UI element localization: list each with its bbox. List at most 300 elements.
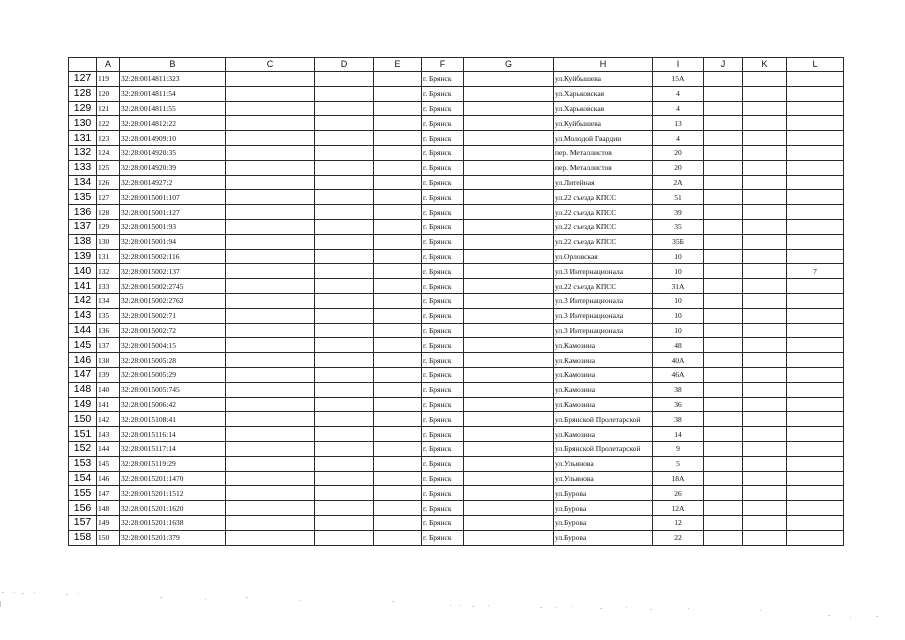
cell-f[interactable]: г. Брянск [422, 530, 464, 545]
cell-d[interactable] [315, 101, 374, 116]
cell-h[interactable]: ул.Харьковская [554, 86, 653, 101]
cell-l[interactable] [787, 427, 844, 442]
cell-f[interactable]: г. Брянск [422, 323, 464, 338]
cell-i[interactable]: 14 [653, 427, 704, 442]
cell-d[interactable] [315, 160, 374, 175]
cell-b[interactable]: 32:28:0015006:42 [120, 397, 226, 412]
cell-f[interactable]: г. Брянск [422, 160, 464, 175]
cell-d[interactable] [315, 412, 374, 427]
column-header-d[interactable]: D [315, 58, 374, 72]
cell-e[interactable] [374, 456, 422, 471]
cell-j[interactable] [704, 101, 743, 116]
cell-a[interactable]: 126 [97, 175, 120, 190]
cell-i[interactable]: 26 [653, 486, 704, 501]
cell-l[interactable] [787, 456, 844, 471]
cell-i[interactable]: 48 [653, 338, 704, 353]
cell-e[interactable] [374, 86, 422, 101]
cell-j[interactable] [704, 353, 743, 368]
cell-i[interactable]: 20 [653, 160, 704, 175]
cell-d[interactable] [315, 501, 374, 516]
cell-l[interactable] [787, 471, 844, 486]
cell-g[interactable] [464, 456, 554, 471]
cell-g[interactable] [464, 308, 554, 323]
cell-k[interactable] [743, 160, 787, 175]
column-header-k[interactable]: K [743, 58, 787, 72]
cell-i[interactable]: 9 [653, 441, 704, 456]
cell-g[interactable] [464, 412, 554, 427]
cell-g[interactable] [464, 175, 554, 190]
cell-g[interactable] [464, 131, 554, 146]
cell-e[interactable] [374, 101, 422, 116]
cell-f[interactable]: г. Брянск [422, 72, 464, 87]
cell-l[interactable] [787, 131, 844, 146]
cell-f[interactable]: г. Брянск [422, 338, 464, 353]
row-header[interactable]: 145 [69, 338, 97, 353]
cell-h[interactable]: ул.3 Интернационала [554, 293, 653, 308]
cell-c[interactable] [226, 264, 315, 279]
cell-g[interactable] [464, 367, 554, 382]
cell-c[interactable] [226, 382, 315, 397]
cell-b[interactable]: 32:28:0015005:745 [120, 382, 226, 397]
cell-d[interactable] [315, 515, 374, 530]
cell-a[interactable]: 145 [97, 456, 120, 471]
cell-l[interactable] [787, 486, 844, 501]
cell-c[interactable] [226, 501, 315, 516]
cell-c[interactable] [226, 308, 315, 323]
cell-a[interactable]: 144 [97, 441, 120, 456]
row-header[interactable]: 128 [69, 86, 97, 101]
cell-g[interactable] [464, 530, 554, 545]
cell-c[interactable] [226, 338, 315, 353]
cell-f[interactable]: г. Брянск [422, 501, 464, 516]
cell-f[interactable]: г. Брянск [422, 219, 464, 234]
column-header-a[interactable]: A [97, 58, 120, 72]
cell-k[interactable] [743, 293, 787, 308]
cell-a[interactable]: 147 [97, 486, 120, 501]
cell-j[interactable] [704, 205, 743, 220]
cell-l[interactable] [787, 160, 844, 175]
cell-k[interactable] [743, 515, 787, 530]
cell-c[interactable] [226, 353, 315, 368]
cell-e[interactable] [374, 397, 422, 412]
cell-l[interactable] [787, 338, 844, 353]
cell-e[interactable] [374, 205, 422, 220]
cell-h[interactable]: ул.Камозина [554, 382, 653, 397]
cell-i[interactable]: 22 [653, 530, 704, 545]
cell-l[interactable] [787, 382, 844, 397]
row-header[interactable]: 144 [69, 323, 97, 338]
cell-i[interactable]: 13 [653, 116, 704, 131]
cell-f[interactable]: г. Брянск [422, 249, 464, 264]
cell-a[interactable]: 139 [97, 367, 120, 382]
cell-k[interactable] [743, 145, 787, 160]
cell-c[interactable] [226, 279, 315, 294]
cell-d[interactable] [315, 190, 374, 205]
cell-e[interactable] [374, 427, 422, 442]
cell-d[interactable] [315, 293, 374, 308]
cell-h[interactable]: ул.Камозина [554, 338, 653, 353]
cell-k[interactable] [743, 175, 787, 190]
cell-b[interactable]: 32:28:0015005:28 [120, 353, 226, 368]
cell-g[interactable] [464, 72, 554, 87]
cell-j[interactable] [704, 456, 743, 471]
cell-a[interactable]: 149 [97, 515, 120, 530]
cell-g[interactable] [464, 264, 554, 279]
cell-c[interactable] [226, 249, 315, 264]
cell-h[interactable]: ул.Ульянова [554, 471, 653, 486]
cell-a[interactable]: 134 [97, 293, 120, 308]
cell-c[interactable] [226, 86, 315, 101]
cell-d[interactable] [315, 486, 374, 501]
cell-h[interactable]: ул.Ульянова [554, 456, 653, 471]
cell-b[interactable]: 32:28:0015002:137 [120, 264, 226, 279]
cell-k[interactable] [743, 397, 787, 412]
cell-k[interactable] [743, 190, 787, 205]
cell-e[interactable] [374, 530, 422, 545]
cell-b[interactable]: 32:28:0014811:54 [120, 86, 226, 101]
cell-c[interactable] [226, 205, 315, 220]
row-header[interactable]: 141 [69, 279, 97, 294]
cell-k[interactable] [743, 205, 787, 220]
cell-c[interactable] [226, 323, 315, 338]
cell-l[interactable] [787, 219, 844, 234]
cell-j[interactable] [704, 530, 743, 545]
cell-f[interactable]: г. Брянск [422, 397, 464, 412]
cell-a[interactable]: 125 [97, 160, 120, 175]
cell-k[interactable] [743, 412, 787, 427]
cell-b[interactable]: 32:28:0015002:2745 [120, 279, 226, 294]
cell-c[interactable] [226, 219, 315, 234]
row-header[interactable]: 143 [69, 308, 97, 323]
cell-d[interactable] [315, 175, 374, 190]
cell-d[interactable] [315, 205, 374, 220]
row-header[interactable]: 156 [69, 501, 97, 516]
row-header[interactable]: 147 [69, 367, 97, 382]
cell-h[interactable]: ул.Бурова [554, 501, 653, 516]
cell-d[interactable] [315, 234, 374, 249]
row-header[interactable]: 148 [69, 382, 97, 397]
cell-k[interactable] [743, 131, 787, 146]
cell-j[interactable] [704, 486, 743, 501]
cell-j[interactable] [704, 249, 743, 264]
cell-k[interactable] [743, 353, 787, 368]
cell-e[interactable] [374, 353, 422, 368]
cell-d[interactable] [315, 323, 374, 338]
cell-h[interactable]: ул.3 Интернационала [554, 323, 653, 338]
cell-a[interactable]: 137 [97, 338, 120, 353]
cell-d[interactable] [315, 456, 374, 471]
cell-c[interactable] [226, 515, 315, 530]
cell-h[interactable]: пер. Металлистов [554, 145, 653, 160]
cell-f[interactable]: г. Брянск [422, 86, 464, 101]
cell-h[interactable]: ул.Камозина [554, 427, 653, 442]
cell-f[interactable]: г. Брянск [422, 101, 464, 116]
cell-f[interactable]: г. Брянск [422, 264, 464, 279]
cell-k[interactable] [743, 101, 787, 116]
cell-e[interactable] [374, 338, 422, 353]
cell-a[interactable]: 143 [97, 427, 120, 442]
column-header-l[interactable]: L [787, 58, 844, 72]
cell-c[interactable] [226, 397, 315, 412]
cell-d[interactable] [315, 353, 374, 368]
row-header[interactable]: 139 [69, 249, 97, 264]
cell-d[interactable] [315, 530, 374, 545]
cell-l[interactable] [787, 116, 844, 131]
cell-i[interactable]: 4 [653, 86, 704, 101]
cell-b[interactable]: 32:28:0015117:14 [120, 441, 226, 456]
cell-g[interactable] [464, 441, 554, 456]
cell-a[interactable]: 146 [97, 471, 120, 486]
cell-g[interactable] [464, 471, 554, 486]
cell-j[interactable] [704, 308, 743, 323]
row-header[interactable]: 134 [69, 175, 97, 190]
cell-j[interactable] [704, 501, 743, 516]
row-header[interactable]: 137 [69, 219, 97, 234]
cell-e[interactable] [374, 471, 422, 486]
cell-g[interactable] [464, 501, 554, 516]
cell-h[interactable]: ул.Камозина [554, 353, 653, 368]
cell-a[interactable]: 132 [97, 264, 120, 279]
cell-h[interactable]: ул.Куйбышева [554, 72, 653, 87]
cell-i[interactable]: 12 [653, 515, 704, 530]
cell-b[interactable]: 32:28:0015201:1638 [120, 515, 226, 530]
cell-l[interactable] [787, 175, 844, 190]
cell-b[interactable]: 32:28:0015002:2762 [120, 293, 226, 308]
cell-b[interactable]: 32:28:0015002:116 [120, 249, 226, 264]
cell-l[interactable] [787, 293, 844, 308]
cell-b[interactable]: 32:28:0015201:1620 [120, 501, 226, 516]
cell-f[interactable]: г. Брянск [422, 293, 464, 308]
cell-e[interactable] [374, 145, 422, 160]
cell-a[interactable]: 141 [97, 397, 120, 412]
cell-d[interactable] [315, 382, 374, 397]
row-header[interactable]: 135 [69, 190, 97, 205]
cell-j[interactable] [704, 175, 743, 190]
cell-i[interactable]: 51 [653, 190, 704, 205]
cell-d[interactable] [315, 367, 374, 382]
cell-k[interactable] [743, 338, 787, 353]
cell-l[interactable] [787, 279, 844, 294]
row-header[interactable]: 132 [69, 145, 97, 160]
cell-j[interactable] [704, 279, 743, 294]
cell-f[interactable]: г. Брянск [422, 131, 464, 146]
cell-a[interactable]: 122 [97, 116, 120, 131]
cell-b[interactable]: 32:28:0014909:10 [120, 131, 226, 146]
row-header[interactable]: 154 [69, 471, 97, 486]
cell-h[interactable]: ул.Орловская [554, 249, 653, 264]
cell-f[interactable]: г. Брянск [422, 279, 464, 294]
cell-g[interactable] [464, 160, 554, 175]
cell-e[interactable] [374, 160, 422, 175]
cell-l[interactable] [787, 234, 844, 249]
cell-k[interactable] [743, 427, 787, 442]
cell-l[interactable] [787, 86, 844, 101]
cell-e[interactable] [374, 175, 422, 190]
cell-d[interactable] [315, 441, 374, 456]
cell-b[interactable]: 32:28:0015201:1470 [120, 471, 226, 486]
cell-d[interactable] [315, 471, 374, 486]
cell-d[interactable] [315, 427, 374, 442]
cell-h[interactable]: пер. Металлистов [554, 160, 653, 175]
cell-l[interactable] [787, 367, 844, 382]
cell-d[interactable] [315, 279, 374, 294]
cell-l[interactable] [787, 530, 844, 545]
cell-d[interactable] [315, 249, 374, 264]
cell-j[interactable] [704, 515, 743, 530]
cell-e[interactable] [374, 382, 422, 397]
cell-f[interactable]: г. Брянск [422, 353, 464, 368]
cell-j[interactable] [704, 397, 743, 412]
cell-d[interactable] [315, 72, 374, 87]
cell-h[interactable]: ул.Бурова [554, 515, 653, 530]
cell-h[interactable]: ул.Камозина [554, 367, 653, 382]
cell-c[interactable] [226, 471, 315, 486]
cell-c[interactable] [226, 190, 315, 205]
cell-l[interactable] [787, 190, 844, 205]
cell-i[interactable]: 4 [653, 131, 704, 146]
cell-e[interactable] [374, 308, 422, 323]
cell-c[interactable] [226, 530, 315, 545]
cell-l[interactable] [787, 441, 844, 456]
cell-a[interactable]: 123 [97, 131, 120, 146]
cell-b[interactable]: 32:28:0015001:107 [120, 190, 226, 205]
cell-d[interactable] [315, 219, 374, 234]
cell-k[interactable] [743, 456, 787, 471]
cell-f[interactable]: г. Брянск [422, 456, 464, 471]
cell-l[interactable] [787, 145, 844, 160]
cell-l[interactable] [787, 353, 844, 368]
cell-k[interactable] [743, 116, 787, 131]
row-header[interactable]: 130 [69, 116, 97, 131]
cell-j[interactable] [704, 116, 743, 131]
cell-b[interactable]: 32:28:0015002:72 [120, 323, 226, 338]
cell-g[interactable] [464, 116, 554, 131]
cell-a[interactable]: 130 [97, 234, 120, 249]
column-header-j[interactable]: J [704, 58, 743, 72]
cell-d[interactable] [315, 308, 374, 323]
cell-f[interactable]: г. Брянск [422, 308, 464, 323]
cell-g[interactable] [464, 397, 554, 412]
cell-c[interactable] [226, 234, 315, 249]
cell-i[interactable]: 38 [653, 412, 704, 427]
cell-l[interactable] [787, 501, 844, 516]
column-header-f[interactable]: F [422, 58, 464, 72]
cell-i[interactable]: 10 [653, 249, 704, 264]
row-header[interactable]: 151 [69, 427, 97, 442]
row-header[interactable]: 146 [69, 353, 97, 368]
cell-a[interactable]: 127 [97, 190, 120, 205]
cell-f[interactable]: г. Брянск [422, 412, 464, 427]
cell-e[interactable] [374, 441, 422, 456]
cell-j[interactable] [704, 367, 743, 382]
cell-a[interactable]: 131 [97, 249, 120, 264]
cell-a[interactable]: 119 [97, 72, 120, 87]
cell-i[interactable]: 15А [653, 72, 704, 87]
cell-i[interactable]: 2А [653, 175, 704, 190]
cell-c[interactable] [226, 427, 315, 442]
cell-a[interactable]: 124 [97, 145, 120, 160]
cell-g[interactable] [464, 279, 554, 294]
cell-h[interactable]: ул.Брянской Пролетарской [554, 412, 653, 427]
cell-e[interactable] [374, 234, 422, 249]
row-header[interactable]: 153 [69, 456, 97, 471]
cell-i[interactable]: 35 [653, 219, 704, 234]
cell-b[interactable]: 32:28:0014811:55 [120, 101, 226, 116]
row-header[interactable]: 152 [69, 441, 97, 456]
cell-e[interactable] [374, 72, 422, 87]
cell-h[interactable]: ул.Молодой Гвардии [554, 131, 653, 146]
cell-f[interactable]: г. Брянск [422, 145, 464, 160]
cell-k[interactable] [743, 501, 787, 516]
cell-k[interactable] [743, 367, 787, 382]
cell-e[interactable] [374, 131, 422, 146]
corner-header[interactable] [69, 58, 97, 72]
cell-b[interactable]: 32:28:0014920:39 [120, 160, 226, 175]
cell-k[interactable] [743, 441, 787, 456]
cell-i[interactable]: 36 [653, 397, 704, 412]
cell-g[interactable] [464, 101, 554, 116]
cell-c[interactable] [226, 131, 315, 146]
cell-c[interactable] [226, 175, 315, 190]
cell-j[interactable] [704, 427, 743, 442]
cell-j[interactable] [704, 86, 743, 101]
cell-b[interactable]: 32:28:0014812:22 [120, 116, 226, 131]
cell-k[interactable] [743, 86, 787, 101]
column-header-b[interactable]: B [120, 58, 226, 72]
cell-b[interactable]: 32:28:0015201:1512 [120, 486, 226, 501]
cell-h[interactable]: ул.3 Интернационала [554, 264, 653, 279]
cell-l[interactable] [787, 397, 844, 412]
cell-j[interactable] [704, 219, 743, 234]
cell-f[interactable]: г. Брянск [422, 427, 464, 442]
cell-i[interactable]: 38 [653, 382, 704, 397]
cell-k[interactable] [743, 382, 787, 397]
row-header[interactable]: 149 [69, 397, 97, 412]
cell-b[interactable]: 32:28:0015002:71 [120, 308, 226, 323]
cell-e[interactable] [374, 279, 422, 294]
cell-g[interactable] [464, 205, 554, 220]
cell-c[interactable] [226, 72, 315, 87]
cell-e[interactable] [374, 264, 422, 279]
cell-h[interactable]: ул.Бурова [554, 530, 653, 545]
cell-e[interactable] [374, 412, 422, 427]
cell-b[interactable]: 32:28:0014927:2 [120, 175, 226, 190]
cell-i[interactable]: 10 [653, 308, 704, 323]
cell-l[interactable] [787, 101, 844, 116]
row-header[interactable]: 131 [69, 131, 97, 146]
row-header[interactable]: 133 [69, 160, 97, 175]
cell-b[interactable]: 32:28:0015001:93 [120, 219, 226, 234]
cell-i[interactable]: 31А [653, 279, 704, 294]
row-header[interactable]: 140 [69, 264, 97, 279]
cell-h[interactable]: ул.3 Интернационала [554, 308, 653, 323]
cell-l[interactable] [787, 412, 844, 427]
cell-i[interactable]: 5 [653, 456, 704, 471]
cell-d[interactable] [315, 264, 374, 279]
cell-a[interactable]: 133 [97, 279, 120, 294]
cell-c[interactable] [226, 412, 315, 427]
cell-c[interactable] [226, 486, 315, 501]
cell-d[interactable] [315, 86, 374, 101]
cell-c[interactable] [226, 367, 315, 382]
column-header-e[interactable]: E [374, 58, 422, 72]
cell-c[interactable] [226, 160, 315, 175]
cell-j[interactable] [704, 145, 743, 160]
cell-j[interactable] [704, 160, 743, 175]
cell-j[interactable] [704, 441, 743, 456]
cell-j[interactable] [704, 338, 743, 353]
cell-c[interactable] [226, 441, 315, 456]
